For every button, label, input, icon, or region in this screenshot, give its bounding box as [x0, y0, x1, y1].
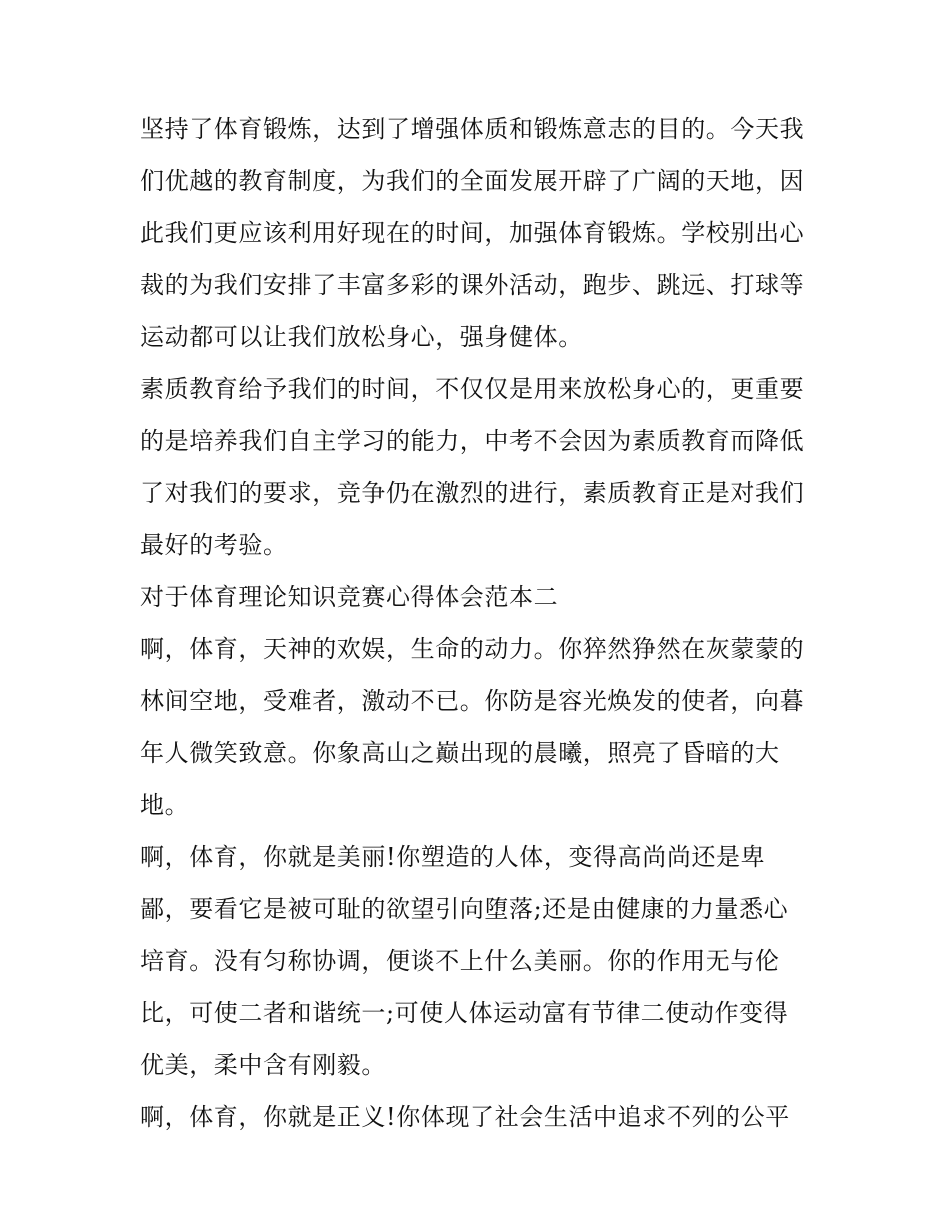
- text-line: 最好的考验。: [140, 531, 288, 559]
- text-line: 的是培养我们自主学习的能力，中考不会因为素质教育而降低: [140, 427, 805, 455]
- text-line: 们优越的教育制度，为我们的全面发展开辟了广阔的天地，因: [140, 167, 805, 195]
- text-line: 啊，体育，你就是正义!你体现了社会生活中追求不列的公平: [140, 1103, 790, 1131]
- text-line: 了对我们的要求，竞争仍在激烈的进行，素质教育正是对我们: [140, 479, 805, 507]
- text-line: 地。: [140, 791, 190, 819]
- text-line: 啊，体育，天神的欢娱，生命的动力。你猝然狰然在灰蒙蒙的: [140, 635, 805, 663]
- text-line: 坚持了体育锻炼，达到了增强体质和锻炼意志的目的。今天我: [140, 115, 805, 143]
- text-line: 比，可使二者和谐统一;可使人体运动富有节律二使动作变得: [140, 999, 789, 1027]
- text-line: 此我们更应该利用好现在的时间，加强体育锻炼。学校别出心: [140, 219, 805, 247]
- text-line: 运动都可以让我们放松身心，强身健体。: [140, 323, 583, 351]
- text-line: 优美，柔中含有刚毅。: [140, 1051, 386, 1079]
- text-line: 林间空地，受难者，激动不已。你防是容光焕发的使者，向暮: [140, 687, 805, 715]
- text-line: 啊，体育，你就是美丽!你塑造的人体，变得高尚尚还是卑: [140, 843, 766, 871]
- text-line: 培育。没有匀称协调，便谈不上什么美丽。你的作用无与伦: [140, 947, 780, 975]
- section-heading: 对于体育理论知识竞赛心得体会范本二: [140, 583, 559, 611]
- text-line: 鄙，要看它是被可耻的欲望引向堕落;还是由健康的力量悉心: [140, 895, 789, 923]
- text-line: 裁的为我们安排了丰富多彩的课外活动，跑步、跳远、打球等: [140, 271, 805, 299]
- text-line: 素质教育给予我们的时间，不仅仅是用来放松身心的，更重要: [140, 375, 805, 403]
- text-line: 年人微笑致意。你象高山之巅出现的晨曦，照亮了昏暗的大: [140, 739, 780, 767]
